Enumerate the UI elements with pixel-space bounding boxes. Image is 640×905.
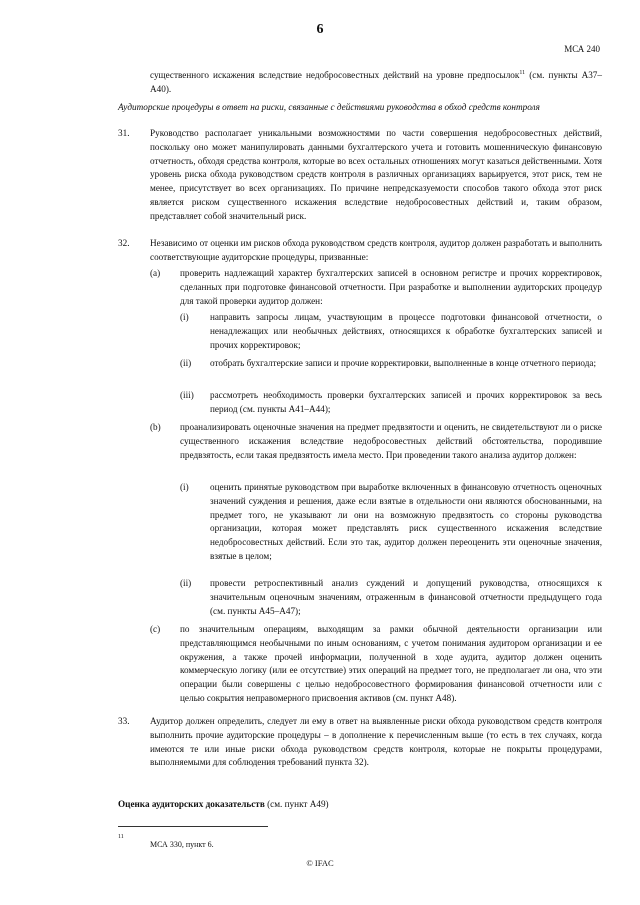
- item-label-c: (c): [150, 624, 161, 634]
- subitem-a-iii-text: рассмотреть необходимость проверки бухгалтерских записей и прочих корректировок за весь период (см. пункты А41–А44);: [210, 390, 602, 414]
- continuation-text: существенного искажения вследствие недобросовестных действий на уровне предпосылок: [150, 70, 520, 81]
- continuation-tail: (см. пункты А37–А40).: [150, 70, 602, 94]
- item-c-text: по значительным операциям, выходящим за рамки обычной деятельности организации или представляющимся необычными по иным основаниям, с учетом понимания аудитором организации и ее окружения, а также прочей информации, полученной в ходе аудита, аудитор должен оценить коммерческую логику (или ее отсутствие) этих операций на предмет того, не предполагает ли она, что эти операции были совершены с целью недобросовестного формирования финансовой отчетности или с целью сокрытия неправомерного присвоения активов (см. пункт А48).: [180, 624, 602, 703]
- copyright-footer: © IFAC: [306, 858, 334, 868]
- paragraph-32-intro: Независимо от оценки им рисков обхода руководством средств контроля, аудитор должен разработать и выполнить соответствующие аудиторские процедуры, призванные:: [150, 238, 602, 262]
- subitem-label-a-iii: (iii): [180, 390, 194, 400]
- evidence-heading-bold: Оценка аудиторских доказательств: [118, 799, 265, 809]
- item-b-text: проанализировать оценочные значения на предмет предвзятости и оценить, не свидетельствуют ли о риске существенного искажения вследствие недобросовестных действий обстоятельства, породившие предвзятость, если такая предвзятость имела место. При проведении такого анализа аудитор должен:: [180, 422, 602, 460]
- subitem-label-a-i: (i): [180, 312, 189, 322]
- page-number: 6: [316, 22, 324, 37]
- paragraph-31: Руководство располагает уникальными возможностями по части совершения недобросовестных действий, поскольку оно может манипулировать данными бухгалтерского учета и готовить мошенническую финансовую отчетность, обходя средства контроля, которые во всех остальных отношениях могут казаться действенными. Хотя уровень риска обхода руководством средств контроля в различных организациях варьируется, этот риск, тем не менее, присутствует во всех организациях. По причине непредсказуемости способов такого обхода этот риск является риском существенного искажения вследствие недобросовестных действий и, таким образом, представляет собой значительный риск.: [150, 128, 602, 221]
- document-id: МСА 240: [564, 44, 600, 54]
- evidence-heading: [118, 799, 329, 809]
- item-label-b: (b): [150, 422, 161, 432]
- item-label-a: (a): [150, 268, 161, 278]
- paragraph-number-33: 33.: [118, 716, 130, 726]
- section-heading: Аудиторские процедуры в ответ на риски, связанные с действиями руководства в обход средств контроля: [118, 102, 540, 112]
- subitem-b-i-text: оценить принятые руководством при выработке включенных в финансовую отчетность оценочных значений суждения и решения, даже если взятые в отдельности они являются обоснованными, на предмет того, не указывают ли они на возможную предвзятость со стороны руководства организации, которая может представлять риск существенного искажения вследствие недобросовестных действий. Если это так, аудитор должен переоценить эти оценочные значения, взятые в целом;: [210, 482, 602, 561]
- continuation-paragraph: [150, 67, 602, 97]
- footnote-reference[interactable]: 11: [519, 70, 526, 76]
- subitem-label-a-ii: (ii): [180, 358, 192, 368]
- footnote-text: МСА 330, пункт 6.: [150, 840, 214, 849]
- paragraph-number-31: 31.: [118, 128, 130, 138]
- paragraph-33: Аудитор должен определить, следует ли ему в ответ на выявленные риски обхода руководством средств контроля выполнить прочие аудиторские процедуры – в дополнение к перечисленным выше (то есть в тех случаях, когда имеются те или иные риски обхода руководством средств контроля, которые не покрыты процедурами, выполняемыми для соблюдения требований пункта 32).: [150, 716, 602, 768]
- subitem-label-b-i: (i): [180, 482, 189, 492]
- subitem-label-b-ii: (ii): [180, 578, 192, 588]
- subitem-a-ii-text: отобрать бухгалтерские записи и прочие корректировки, выполненные в конце отчетного периода;: [210, 358, 597, 368]
- footnote-divider: [118, 826, 268, 827]
- footnote-mark: 11: [118, 834, 124, 840]
- evidence-heading-reference[interactable]: (см. пункт А49): [267, 799, 329, 809]
- paragraph-number-32: 32.: [118, 238, 130, 248]
- item-a-text: проверить надлежащий характер бухгалтерских записей в основном регистре и прочих корректировок, сделанных при подготовке финансовой отчетности. При разработке и выполнении аудиторских процедур для такой проверки аудитор должен:: [180, 268, 602, 306]
- subitem-b-ii-text: провести ретроспективный анализ суждений и допущений руководства, относящихся к значительным оценочным значениям, отраженным в финансовой отчетности предыдущего года (см. пункты А45–А47);: [210, 578, 602, 616]
- subitem-a-i-text: направить запросы лицам, участвующим в процессе подготовки финансовой отчетности, о ненадлежащих или необычных действиях, относящихся к обработке бухгалтерских записей и прочих корректировок;: [210, 312, 602, 350]
